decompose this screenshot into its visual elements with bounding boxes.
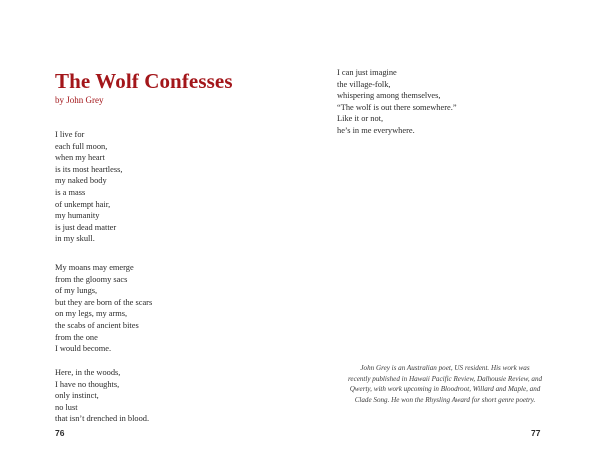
poem-line: My moans may emerge: [55, 263, 134, 272]
poem-line: Like it or not,: [337, 114, 384, 124]
poem-byline: by John Grey: [55, 95, 104, 105]
stanza-3: [55, 367, 149, 425]
author-bio: [328, 363, 562, 405]
poem-line: is its most heartless,: [55, 164, 123, 174]
poem-line: my humanity: [55, 211, 100, 221]
poem-line: but they are born of the scars: [55, 297, 153, 307]
poem-line: in my skull.: [55, 234, 95, 244]
poem-line: I live for: [55, 130, 85, 139]
poem-line: I can just imagine: [337, 68, 397, 77]
poem-line: the scabs of ancient bites: [55, 320, 139, 330]
poem-line: I have no thoughts,: [55, 379, 120, 389]
stanza-4: [337, 67, 457, 137]
poem-line: Here, in the woods,: [55, 368, 121, 377]
bio-line: Qwerty, with work upcoming in Bloodroot, Willard and Maple, and: [349, 385, 541, 394]
poem-line: is a mass: [55, 187, 86, 197]
poem-line: that isn’t drenched in blood.: [55, 414, 150, 424]
poem-line: he’s in me everywhere.: [337, 125, 415, 135]
poem-line: only instinct,: [55, 391, 99, 401]
page-number-left: 76: [55, 428, 65, 438]
page-number-right: 77: [531, 428, 541, 438]
stanza-2: [55, 262, 152, 355]
poem-line: when my heart: [55, 153, 105, 163]
poem-line: of unkempt hair,: [55, 199, 111, 209]
poem-line: each full moon,: [55, 141, 108, 151]
right-page: [300, 0, 600, 463]
poem-line: from the one: [55, 332, 98, 342]
poem-line: whispering among themselves,: [337, 91, 441, 101]
bio-line: Clade Song. He won the Rhysling Award for short genre poetry.: [354, 395, 536, 404]
poem-line: “The wolf is out there somewhere.”: [337, 102, 457, 112]
bio-line: recently published in Hawaii Pacific Review, Dalhousie Review, and: [347, 374, 543, 383]
poem-line: I would become.: [55, 344, 112, 354]
poem-line: of my lungs,: [55, 286, 98, 296]
poem-line: is just dead matter: [55, 222, 117, 232]
bio-line: John Grey is an Australian poet, US resident. His work was: [360, 364, 530, 372]
poem-line: no lust: [55, 402, 78, 412]
poem-line: the village-folk,: [337, 79, 391, 89]
poem-line: on my legs, my arms,: [55, 309, 128, 319]
stanza-1: [55, 129, 122, 245]
poem-title: The Wolf Confesses: [55, 69, 233, 93]
poem-line: my naked body: [55, 176, 107, 186]
poem-line: from the gloomy sacs: [55, 274, 128, 284]
